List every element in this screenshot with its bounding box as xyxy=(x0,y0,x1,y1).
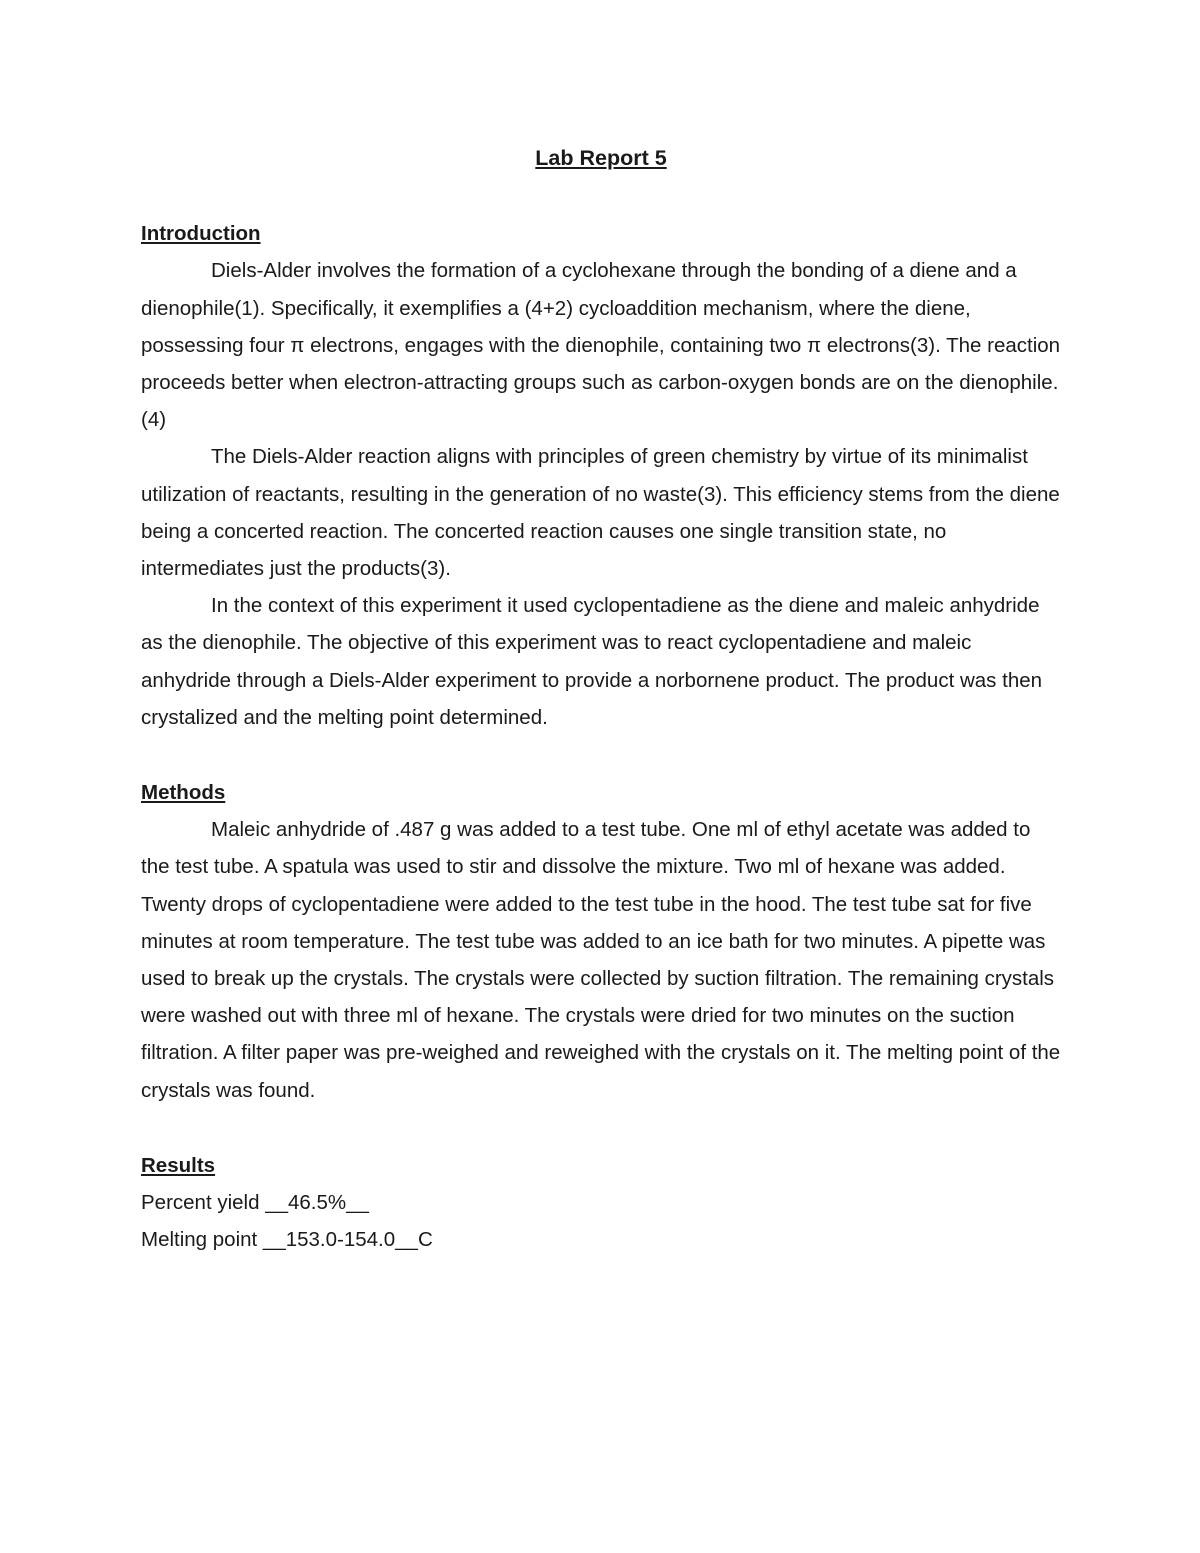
introduction-paragraph-2: The Diels-Alder reaction aligns with principles of green chemistry by virtue of its minimalist utilization of reactants, resulting in the generation of no waste(3). This efficiency stems from the diene being a concerted reaction. The concerted reaction causes one single transition state, no intermediates just the products(3). xyxy=(141,445,1060,581)
melting-point-line: Melting point __153.0-154.0__C xyxy=(141,1228,433,1252)
methods-section xyxy=(141,774,1061,1109)
document-body xyxy=(141,140,1061,1258)
document-title: Lab Report 5 xyxy=(535,146,667,170)
spacer xyxy=(141,1109,1061,1147)
methods-paragraph: Maleic anhydride of .487 g was added to a test tube. One ml of ethyl acetate was added to the test tube. A spatula was used to stir and dissolve the mixture. Two ml of hexane was added. Twenty drops of cyclopentadiene were added to the test tube in the hood. The test tube sat for five minutes at room temperature. The test tube was added to an ice bath for two minutes. A pipette was used to break up the crystals. The crystals were collected by suction filtration. The remaining crystals were washed out with three ml of hexane. The crystals were dried for two minutes on the suction filtration. A filter paper was pre-weighed and reweighed with the crystals on it. The melting point of the crystals was found. xyxy=(141,818,1061,1102)
introduction-paragraph-1: Diels-Alder involves the formation of a cyclohexane through the bonding of a diene and a dienophile(1). Specifically, it exemplifies a (4+2) cycloaddition mechanism, where the diene, possessing four π electrons, engages with the dienophile, containing two π electrons(3). The reaction proceeds better when electron-attracting groups such as carbon-oxygen bonds are on the dienophile.(4) xyxy=(141,259,1061,432)
introduction-heading: Introduction xyxy=(141,222,261,246)
results-section xyxy=(141,1147,1061,1259)
percent-yield-line: Percent yield __46.5%__ xyxy=(141,1191,369,1215)
methods-heading: Methods xyxy=(141,781,226,805)
introduction-section xyxy=(141,215,1061,736)
spacer xyxy=(141,736,1061,774)
introduction-paragraph-3: In the context of this experiment it used cyclopentadiene as the diene and maleic anhydride as the dienophile. The objective of this experiment was to react cyclopentadiene and maleic anhydride through a Diels-Alder experiment to provide a norbornene product. The product was then crystalized and the melting point determined. xyxy=(141,594,1043,729)
spacer xyxy=(141,177,1061,215)
results-heading: Results xyxy=(141,1153,216,1177)
